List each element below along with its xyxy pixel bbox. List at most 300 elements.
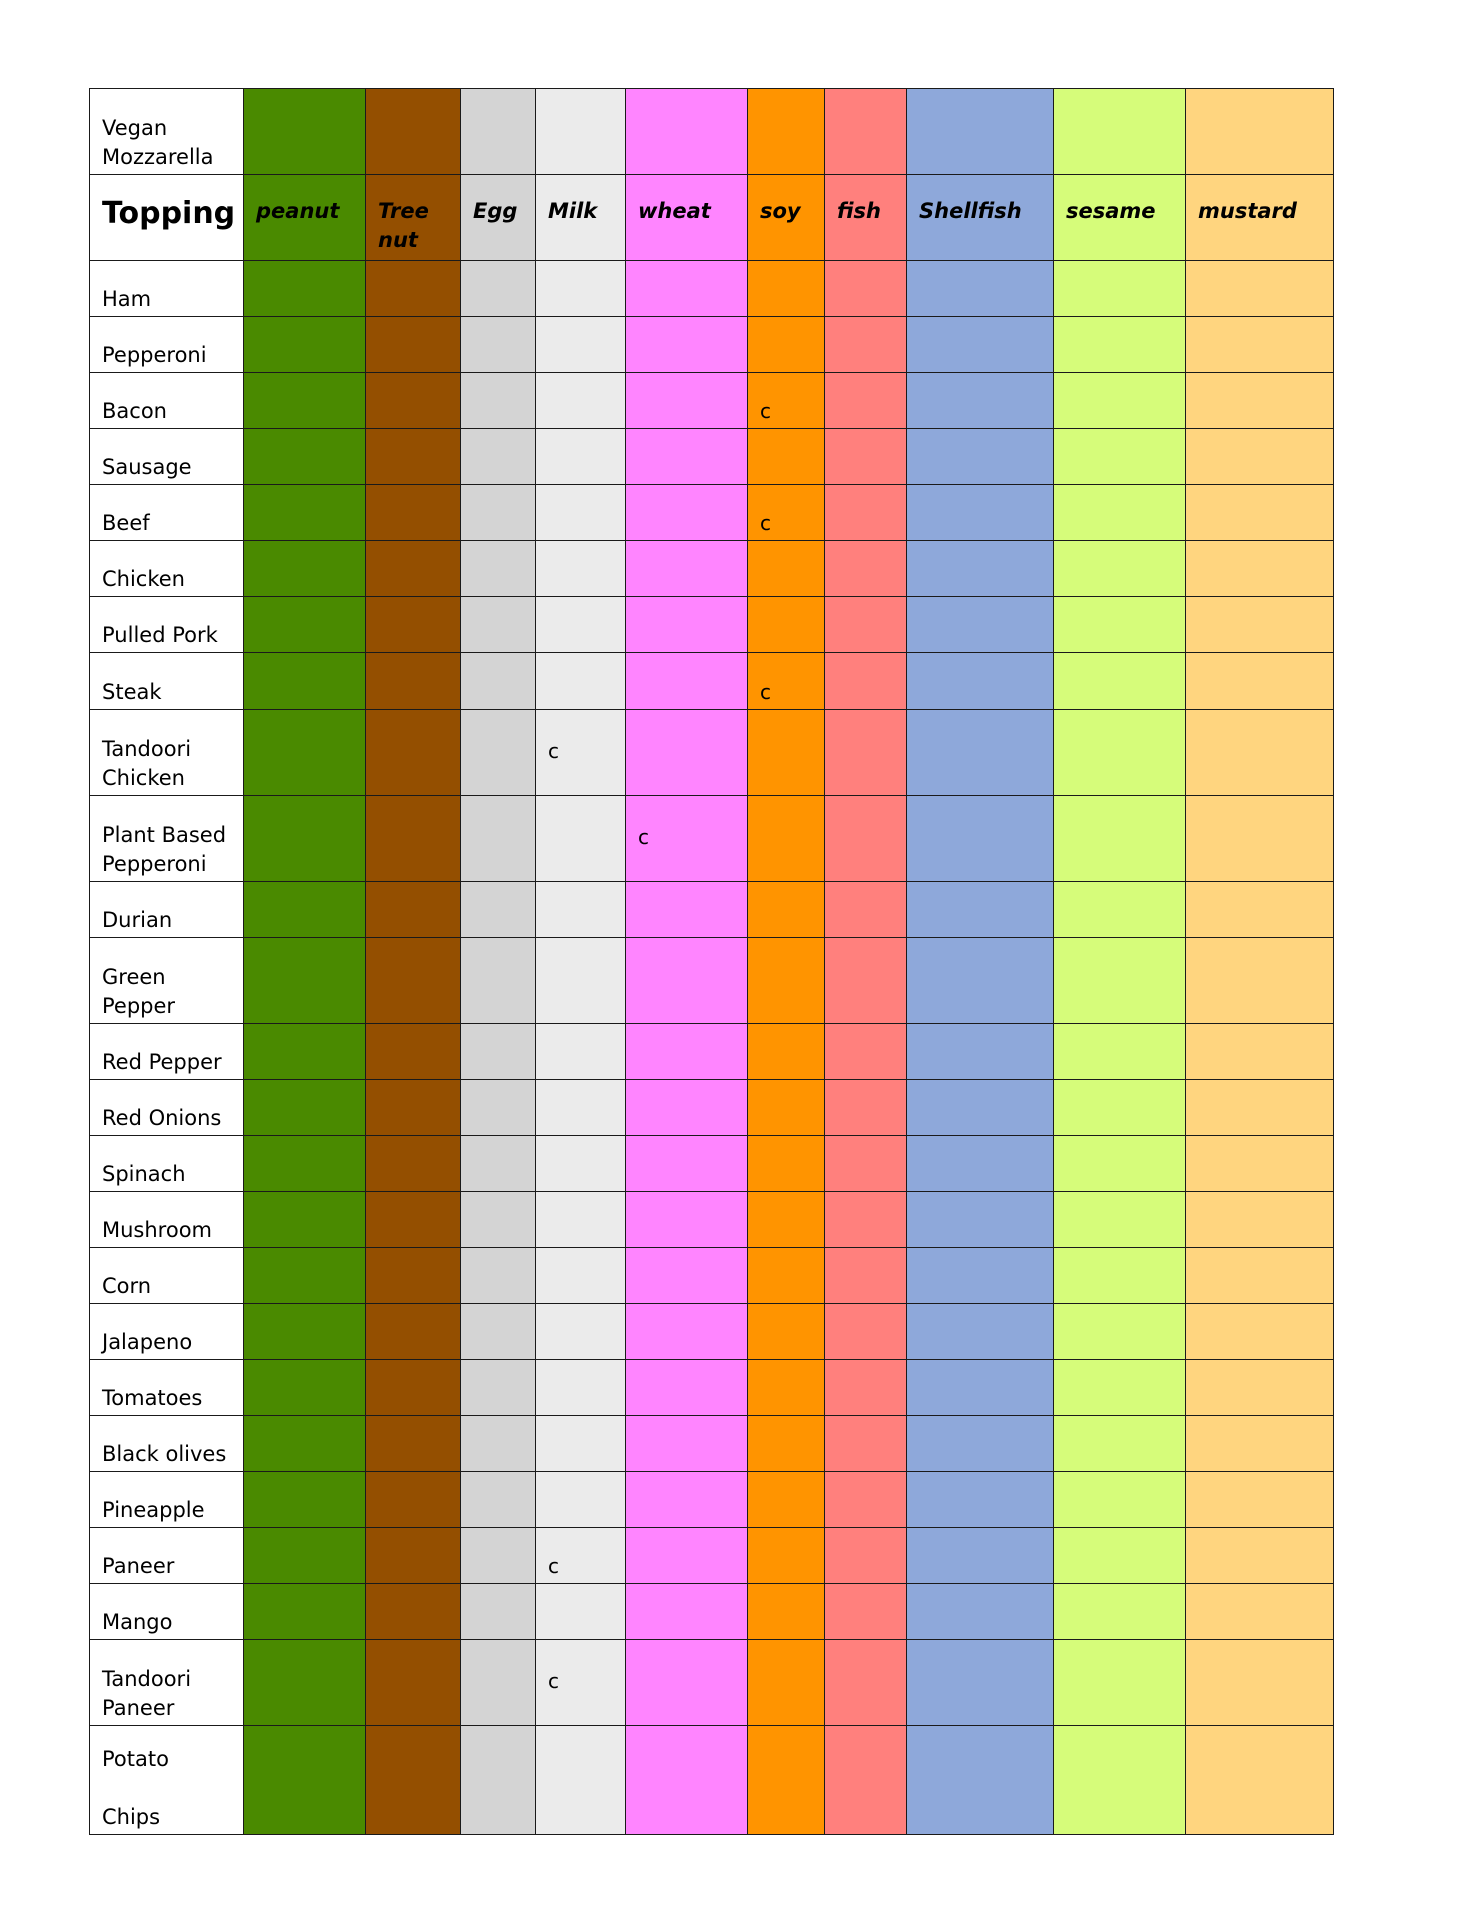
allergen-header-text: mustard [1198,199,1297,223]
table-row [90,1584,1334,1640]
topping-name-text: Mango [102,1610,173,1634]
table-row [90,1360,1334,1416]
topping-name-cell [90,597,244,653]
allergen-mark-cell [536,1080,626,1136]
allergen-mark-cell [825,653,907,710]
table-row [90,710,1334,796]
allergen-mark-text [1054,752,1185,754]
allergen-mark-cell [536,882,626,938]
allergen-mark-cell [748,710,825,796]
allergen-mark-cell [907,1528,1054,1584]
allergen-mark-cell [461,1416,536,1472]
allergen-mark-cell [366,1136,461,1192]
topping-name-text: Tandoori Paneer [102,1667,192,1720]
allergen-color-cell [1054,89,1186,175]
allergen-color-cell [1186,89,1334,175]
allergen-mark-cell [1186,597,1334,653]
allergen-mark-cell [1186,938,1334,1024]
allergen-mark-cell [366,1248,461,1304]
allergen-mark-cell [461,1528,536,1584]
allergen-mark-cell [461,261,536,317]
allergen-mark-cell [366,1584,461,1640]
topping-name-text: Jalapeno [102,1330,193,1354]
allergen-mark-cell [626,1726,748,1835]
topping-name-text: Potato Chips [102,1747,169,1829]
allergen-mark-text: c [760,399,771,423]
allergen-mark-cell [907,317,1054,373]
allergen-header-text: Egg [473,199,518,223]
allergen-mark-cell [626,541,748,597]
table-row [90,541,1334,597]
allergen-mark-cell [366,1080,461,1136]
allergen-mark-text [626,1682,747,1684]
allergen-mark-cell [1186,485,1334,541]
allergen-mark-cell [907,1192,1054,1248]
allergen-mark-cell [825,1248,907,1304]
allergen-mark-text [1186,1779,1333,1781]
allergen-mark-cell [244,485,366,541]
allergen-mark-cell [626,597,748,653]
allergen-mark-text [366,752,460,754]
topping-name-text: Mushroom [102,1218,213,1242]
table-row [90,1136,1334,1192]
topping-name-text: Corn [102,1274,152,1298]
allergen-mark-cell [626,1024,748,1080]
allergen-table [89,88,1334,1835]
allergen-mark-cell [1054,1584,1186,1640]
allergen-mark-cell [244,1416,366,1472]
topping-name-cell [90,1304,244,1360]
table-row [90,1726,1334,1835]
allergen-mark-cell [366,1192,461,1248]
allergen-mark-cell [907,1472,1054,1528]
topping-name-cell [90,882,244,938]
allergen-mark-cell [1054,317,1186,373]
table-row [90,1248,1334,1304]
allergen-mark-cell [536,261,626,317]
allergen-mark-cell [1054,261,1186,317]
allergen-mark-cell [825,796,907,882]
allergen-color-cell [626,89,748,175]
allergen-mark-cell [461,653,536,710]
allergen-mark-cell [1186,710,1334,796]
allergen-mark-cell [907,1248,1054,1304]
allergen-mark-text [1054,1682,1185,1684]
allergen-mark-cell [907,1304,1054,1360]
allergen-mark-cell [1054,1726,1186,1835]
allergen-mark-cell [907,1640,1054,1726]
allergen-mark-cell [244,1640,366,1726]
allergen-header-cell [626,175,748,261]
topping-name-cell [90,1416,244,1472]
allergen-mark-cell [536,1024,626,1080]
allergen-mark-cell [536,1584,626,1640]
allergen-mark-cell [461,317,536,373]
allergen-mark-cell [1054,597,1186,653]
allergen-mark-cell [748,882,825,938]
topping-name-cell [90,1192,244,1248]
allergen-mark-cell [626,938,748,1024]
topping-name-text: Tandoori Chicken [102,737,192,790]
topping-name-cell [90,1024,244,1080]
allergen-mark-cell [461,938,536,1024]
allergen-mark-cell [244,882,366,938]
allergen-mark-cell [626,1416,748,1472]
allergen-mark-text: c [548,1669,559,1693]
allergen-mark-text [1186,980,1333,982]
allergen-header-cell [1186,175,1334,261]
allergen-mark-cell [461,597,536,653]
topping-name-cell [90,1726,244,1835]
allergen-mark-cell [536,1192,626,1248]
topping-name-cell [90,429,244,485]
allergen-mark-text [461,1779,535,1781]
topping-name-text: Durian [102,908,173,932]
allergen-mark-cell [1186,1640,1334,1726]
allergen-mark-cell [461,1192,536,1248]
allergen-header-text: wheat [638,199,711,223]
allergen-mark-text [825,1779,906,1781]
allergen-mark-cell [244,1248,366,1304]
allergen-mark-cell [1054,796,1186,882]
allergen-mark-cell [1186,1416,1334,1472]
allergen-mark-cell [748,317,825,373]
allergen-mark-cell [461,429,536,485]
allergen-mark-cell [748,373,825,429]
allergen-mark-cell [825,485,907,541]
allergen-mark-cell [626,1528,748,1584]
allergen-mark-cell [907,938,1054,1024]
allergen-mark-cell [1186,796,1334,882]
allergen-mark-cell [536,1416,626,1472]
allergen-mark-cell [536,429,626,485]
allergen-mark-cell [536,1640,626,1726]
allergen-mark-cell [536,653,626,710]
allergen-mark-text: c [638,825,649,849]
allergen-mark-text [461,838,535,840]
allergen-mark-cell [536,373,626,429]
allergen-header-cell [244,175,366,261]
allergen-mark-text [748,838,824,840]
allergen-color-cell [461,89,536,175]
allergen-mark-cell [1186,1080,1334,1136]
allergen-mark-cell [748,541,825,597]
table-row [90,1640,1334,1726]
allergen-mark-cell [825,882,907,938]
allergen-mark-cell [536,710,626,796]
topping-name-cell [90,1080,244,1136]
allergen-mark-cell [825,1726,907,1835]
allergen-mark-cell [536,1472,626,1528]
allergen-mark-cell [1186,1726,1334,1835]
allergen-mark-text [536,980,625,982]
allergen-mark-cell [626,1640,748,1726]
allergen-mark-cell [1186,1024,1334,1080]
allergen-color-cell [536,89,626,175]
allergen-mark-cell [825,1584,907,1640]
table-row [90,1528,1334,1584]
table-row [90,429,1334,485]
allergen-mark-cell [244,1360,366,1416]
allergen-mark-cell [907,1416,1054,1472]
allergen-mark-cell [1186,1360,1334,1416]
allergen-mark-text [244,1682,365,1684]
table-header-row [90,175,1334,261]
allergen-mark-text [748,980,824,982]
allergen-mark-text [825,980,906,982]
table-row [90,485,1334,541]
allergen-mark-cell [907,429,1054,485]
allergen-mark-cell [244,429,366,485]
allergen-mark-text [536,1779,625,1781]
allergen-mark-cell [825,1528,907,1584]
table-row [90,938,1334,1024]
topping-name-cell [90,1360,244,1416]
allergen-mark-cell [461,1360,536,1416]
allergen-mark-cell [244,317,366,373]
allergen-mark-cell [907,653,1054,710]
topping-name-cell [90,1248,244,1304]
allergen-mark-cell [748,597,825,653]
allergen-mark-cell [244,710,366,796]
allergen-mark-cell [748,796,825,882]
allergen-mark-text [461,980,535,982]
allergen-mark-cell [748,1528,825,1584]
topping-name-text: Tomatoes [102,1386,203,1410]
allergen-mark-cell [1186,541,1334,597]
allergen-mark-cell [366,1304,461,1360]
topping-name-cell [90,261,244,317]
allergen-mark-cell [1054,429,1186,485]
allergen-mark-cell [366,1024,461,1080]
allergen-mark-cell [626,653,748,710]
topping-name-cell [90,710,244,796]
allergen-mark-cell [1054,1080,1186,1136]
topping-header-text: Topping [102,196,236,231]
allergen-mark-text [626,1779,747,1781]
allergen-mark-cell [536,1360,626,1416]
allergen-mark-cell [748,1192,825,1248]
allergen-mark-cell [907,796,1054,882]
allergen-mark-cell [907,1136,1054,1192]
allergen-mark-cell [907,261,1054,317]
allergen-mark-cell [461,796,536,882]
topping-name-cell [90,1584,244,1640]
allergen-mark-cell [825,1080,907,1136]
allergen-mark-cell [461,1726,536,1835]
allergen-mark-cell [536,597,626,653]
topping-name-text: Spinach [102,1162,186,1186]
allergen-mark-cell [1054,541,1186,597]
allergen-mark-text: c [760,680,771,704]
allergen-mark-cell [825,938,907,1024]
table-row [90,1472,1334,1528]
allergen-mark-cell [825,597,907,653]
allergen-mark-text [1054,980,1185,982]
allergen-header-text: Tree nut [378,199,429,252]
topping-name-text: Pulled Pork [102,623,218,647]
allergen-mark-text [366,838,460,840]
allergen-mark-cell [748,261,825,317]
allergen-mark-cell [366,1416,461,1472]
allergen-mark-cell [748,1584,825,1640]
allergen-mark-cell [1054,1192,1186,1248]
allergen-mark-cell [825,1640,907,1726]
allergen-mark-text [907,838,1053,840]
allergen-mark-cell [244,1584,366,1640]
allergen-mark-cell [461,1024,536,1080]
table-row [90,653,1334,710]
allergen-mark-cell [626,429,748,485]
allergen-mark-cell [244,653,366,710]
allergen-mark-cell [907,541,1054,597]
allergen-color-cell [244,89,366,175]
allergen-mark-cell [626,1304,748,1360]
allergen-mark-cell [461,1472,536,1528]
allergen-mark-cell [748,1640,825,1726]
allergen-header-text: Milk [548,199,598,223]
allergen-mark-cell [1054,710,1186,796]
allergen-mark-cell [825,373,907,429]
allergen-mark-cell [244,1136,366,1192]
allergen-mark-cell [907,1360,1054,1416]
allergen-mark-cell [825,1024,907,1080]
allergen-mark-cell [461,541,536,597]
topping-name-cell [90,485,244,541]
allergen-mark-text [244,980,365,982]
allergen-mark-cell [825,1416,907,1472]
allergen-header-cell [907,175,1054,261]
allergen-mark-cell [825,541,907,597]
allergen-mark-cell [748,1304,825,1360]
table-row [90,882,1334,938]
allergen-mark-cell [461,882,536,938]
allergen-mark-cell [366,1528,461,1584]
allergen-header-cell [1054,175,1186,261]
allergen-mark-text [626,752,747,754]
topping-name-text: Paneer [102,1554,175,1578]
topping-name-cell [90,1528,244,1584]
allergen-mark-cell [244,1080,366,1136]
topping-name-text: Red Pepper [102,1050,222,1074]
allergen-mark-cell [1186,1472,1334,1528]
allergen-mark-cell [536,317,626,373]
allergen-mark-cell [1054,1472,1186,1528]
allergen-mark-cell [461,1136,536,1192]
allergen-mark-cell [626,1136,748,1192]
allergen-mark-cell [244,597,366,653]
allergen-mark-text [748,1779,824,1781]
table-row [90,1080,1334,1136]
allergen-mark-cell [461,1640,536,1726]
allergen-mark-cell [748,1080,825,1136]
allergen-mark-text [626,980,747,982]
allergen-mark-cell [366,938,461,1024]
allergen-mark-text [1186,838,1333,840]
allergen-mark-cell [626,1248,748,1304]
allergen-mark-cell [825,1472,907,1528]
allergen-mark-cell [748,1472,825,1528]
topping-name-text: Beef [102,511,150,535]
table-row [90,317,1334,373]
allergen-header-cell [536,175,626,261]
allergen-mark-cell [461,1248,536,1304]
allergen-color-cell [825,89,907,175]
allergen-mark-cell [626,317,748,373]
allergen-mark-cell [536,1136,626,1192]
allergen-mark-cell [1054,1528,1186,1584]
allergen-mark-cell [748,1726,825,1835]
allergen-mark-cell [366,317,461,373]
allergen-mark-cell [366,796,461,882]
allergen-mark-cell [626,796,748,882]
topping-name-text: Sausage [102,455,192,479]
allergen-mark-cell [1186,1584,1334,1640]
allergen-header-cell [825,175,907,261]
allergen-header-text: peanut [256,199,340,223]
allergen-mark-cell [626,710,748,796]
topping-name-text: Vegan Mozzarella [102,116,214,169]
allergen-mark-cell [748,1360,825,1416]
allergen-mark-cell [244,1472,366,1528]
allergen-mark-cell [366,1726,461,1835]
topping-name-text: Plant Based Pepperoni [102,823,227,876]
allergen-mark-cell [907,882,1054,938]
allergen-mark-cell [1186,1248,1334,1304]
allergen-color-cell [748,89,825,175]
topping-name-cell [90,1472,244,1528]
allergen-mark-cell [1054,1640,1186,1726]
allergen-mark-cell [825,1360,907,1416]
allergen-mark-cell [907,710,1054,796]
allergen-mark-text [366,980,460,982]
allergen-mark-cell [366,373,461,429]
allergen-mark-cell [1186,1528,1334,1584]
allergen-mark-cell [825,317,907,373]
allergen-mark-cell [1054,653,1186,710]
allergen-mark-cell [366,1360,461,1416]
allergen-mark-cell [536,796,626,882]
allergen-mark-text [1186,752,1333,754]
topping-name-cell [90,938,244,1024]
allergen-mark-cell [366,882,461,938]
allergen-mark-text [536,838,625,840]
allergen-mark-cell [244,1024,366,1080]
allergen-mark-text: c [760,511,771,535]
table-row [90,597,1334,653]
allergen-header-text: sesame [1066,199,1156,223]
allergen-mark-cell [626,1472,748,1528]
allergen-mark-cell [536,1248,626,1304]
allergen-mark-cell [626,1584,748,1640]
topping-name-cell [90,1136,244,1192]
allergen-mark-cell [907,597,1054,653]
allergen-mark-cell [748,653,825,710]
allergen-mark-cell [461,710,536,796]
allergen-mark-cell [1054,485,1186,541]
allergen-mark-cell [1186,1136,1334,1192]
allergen-mark-cell [366,541,461,597]
table-row [90,1304,1334,1360]
allergen-mark-cell [907,1584,1054,1640]
allergen-mark-cell [366,429,461,485]
allergen-mark-cell [244,938,366,1024]
topping-name-text: Green Pepper [102,965,176,1018]
allergen-mark-cell [461,1080,536,1136]
allergen-mark-text [907,980,1053,982]
allergen-mark-text [1054,1779,1185,1781]
allergen-mark-cell [748,1024,825,1080]
